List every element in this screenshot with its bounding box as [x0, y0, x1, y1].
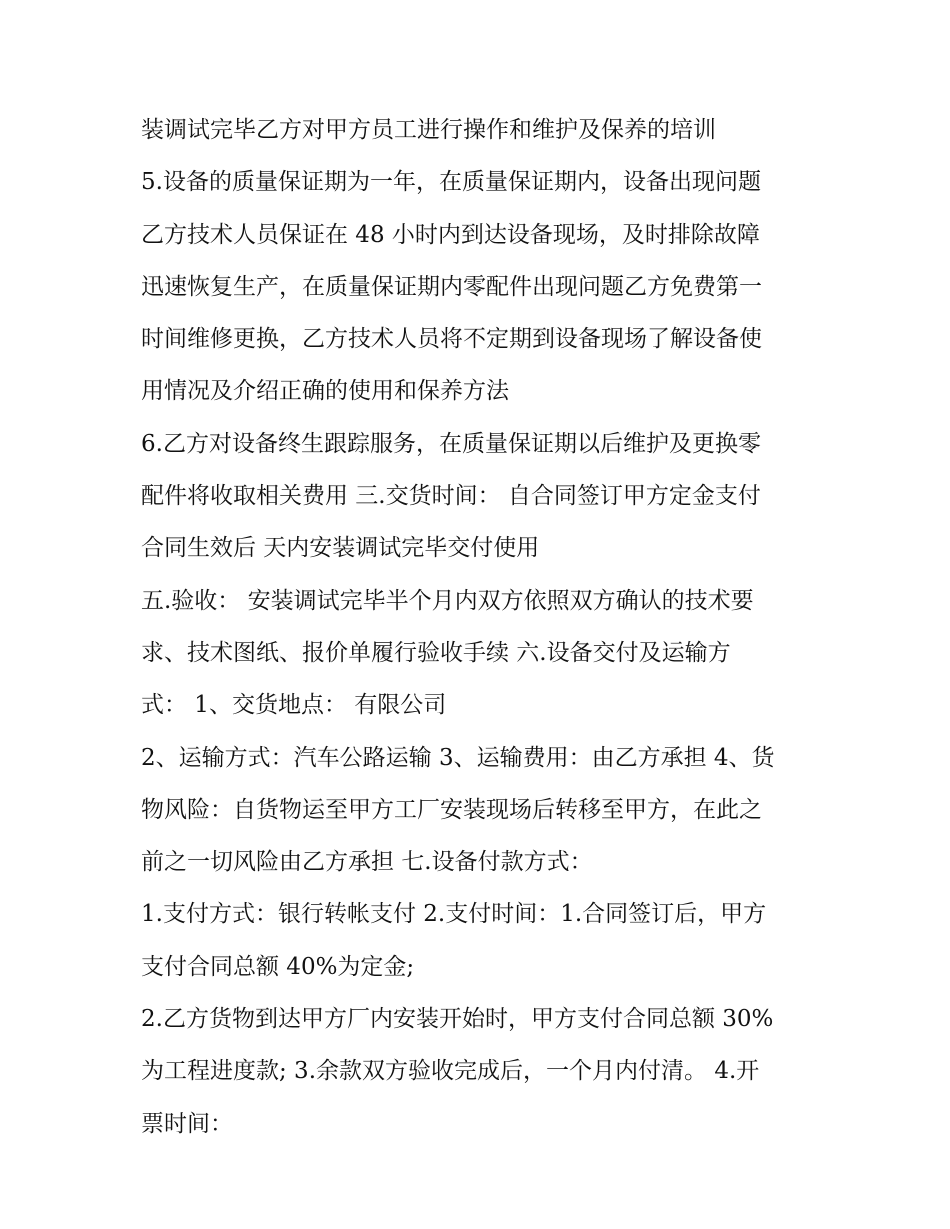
text-line: 求、技术图纸、报价单履行验收手续 六.设备交付及运输方	[141, 639, 731, 666]
text-line: 为工程进度款; 3.余款双方验收完成后，一个月内付清。 4.开	[141, 1058, 760, 1085]
text-line: 五.验收： 安装调试完毕半个月内双方依照双方确认的技术要	[141, 587, 754, 614]
text-line: 装调试完毕乙方对甲方员工进行操作和维护及保养的培训	[141, 117, 716, 143]
text-line: 票时间：	[141, 1110, 233, 1137]
text-line: 前之一切风险由乙方承担 七.设备付款方式：	[141, 849, 593, 876]
text-line: 支付合同总额 40%为定金;	[141, 953, 415, 980]
text-line: 乙方技术人员保证在 48 小时内到达设备现场，及时排除故障	[141, 221, 760, 248]
text-line: 6.乙方对设备终生跟踪服务，在质量保证期以后维护及更换零	[141, 430, 761, 457]
text-line: 时间维修更换，乙方技术人员将不定期到设备现场了解设备使	[141, 326, 762, 353]
text-line: 2.乙方货物到达甲方厂内安装开始时，甲方支付合同总额 30%	[141, 1006, 774, 1033]
text-line: 合同生效后 天内安装调试完毕交付使用	[141, 535, 540, 562]
text-line: 物风险：自货物运至甲方工厂安装现场后转移至甲方，在此之	[141, 796, 762, 823]
contract-body-text	[141, 108, 831, 1154]
text-line: 1.支付方式：银行转帐支付 2.支付时间：1.合同签订后，甲方	[141, 901, 767, 928]
text-line: 2、运输方式：汽车公路运输 3、运输费用：由乙方承担 4、货	[141, 744, 775, 771]
text-line: 5.设备的质量保证期为一年，在质量保证期内，设备出现问题	[141, 169, 761, 196]
text-line: 式： 1、交货地点： 有限公司	[141, 692, 447, 719]
text-line: 配件将收取相关费用 三.交货时间： 自合同签订甲方定金支付	[141, 483, 761, 510]
text-line: 迅速恢复生产，在质量保证期内零配件出现问题乙方免费第一	[141, 273, 762, 300]
text-line: 用情况及介绍正确的使用和保养方法	[141, 378, 509, 405]
